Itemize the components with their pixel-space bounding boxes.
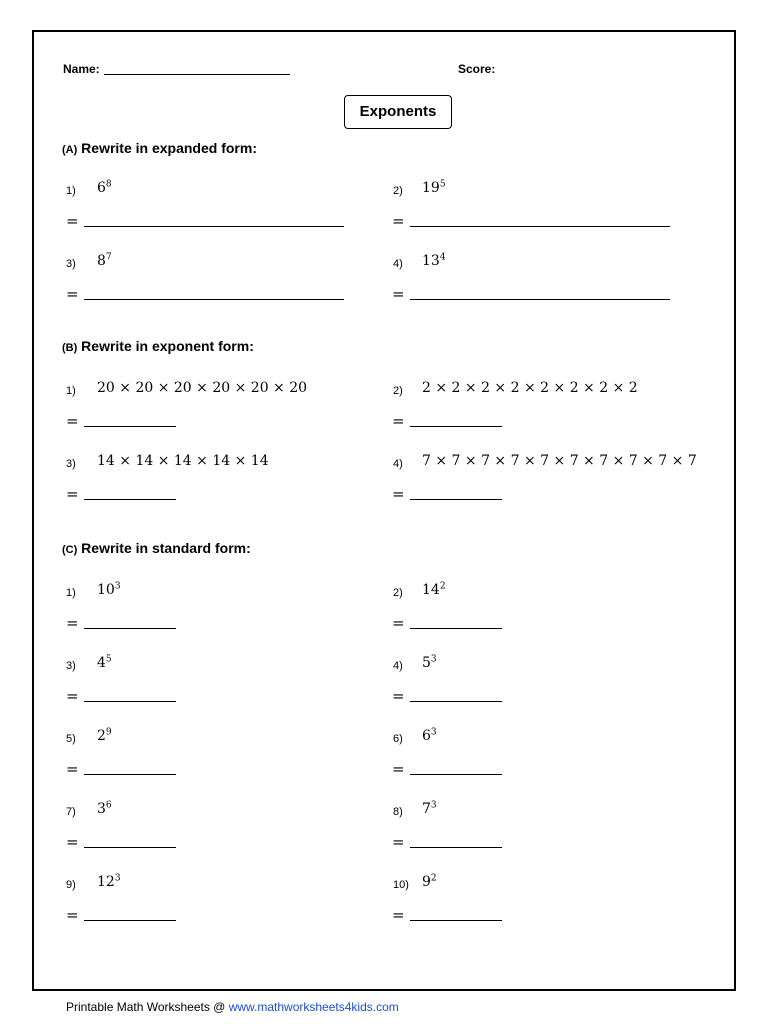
problem-number: 4): [393, 258, 403, 270]
equals-sign: =: [66, 687, 79, 705]
answer-line[interactable]: [84, 701, 176, 702]
exponent: 5: [439, 179, 446, 190]
problem-expression: [422, 728, 437, 744]
answer-line[interactable]: [84, 920, 176, 921]
exponent: 2: [430, 873, 437, 884]
problem-expression: [422, 655, 437, 671]
problem-number: 8): [393, 806, 403, 818]
exponent: 6: [105, 800, 112, 811]
exponent: 2: [439, 581, 446, 592]
problem-number: 1): [66, 587, 76, 599]
problem-expression: [422, 253, 446, 269]
worksheet-title: Exponents: [344, 95, 452, 129]
base: 5: [422, 655, 431, 671]
equals-sign: =: [66, 485, 79, 503]
base: 10: [97, 582, 115, 598]
base: 4: [97, 655, 106, 671]
name-field-line[interactable]: [104, 74, 290, 75]
equals-sign: =: [392, 760, 405, 778]
equals-sign: =: [392, 614, 405, 632]
footer: [66, 1000, 399, 1014]
problem-expression: [422, 582, 446, 598]
problem-number: 10): [393, 879, 409, 891]
problem-number: 3): [66, 660, 76, 672]
base: 19: [422, 180, 440, 196]
equals-sign: =: [66, 906, 79, 924]
exponent: 7: [105, 252, 112, 263]
section-c-heading: [62, 540, 251, 556]
problem-number: 3): [66, 258, 76, 270]
answer-line[interactable]: [410, 774, 502, 775]
base: 7: [422, 801, 431, 817]
base: 14: [422, 582, 440, 598]
section-b-heading: [62, 338, 254, 354]
answer-line[interactable]: [410, 299, 670, 300]
problem-number: 3): [66, 458, 76, 470]
answer-line[interactable]: [410, 426, 502, 427]
equals-sign: =: [392, 833, 405, 851]
problem-expression: 20 × 20 × 20 × 20 × 20 × 20: [97, 380, 308, 396]
answer-line[interactable]: [84, 774, 176, 775]
problem-expression: [97, 582, 121, 598]
problem-expression: 2 × 2 × 2 × 2 × 2 × 2 × 2 × 2: [422, 380, 638, 396]
base: 2: [97, 728, 106, 744]
exponent: 8: [105, 179, 112, 190]
equals-sign: =: [392, 687, 405, 705]
problem-number: 1): [66, 185, 76, 197]
answer-line[interactable]: [410, 701, 502, 702]
problem-expression: 14 × 14 × 14 × 14 × 14: [97, 453, 269, 469]
base: 3: [97, 801, 106, 817]
exponent: 9: [105, 727, 112, 738]
exponent: 3: [114, 581, 121, 592]
answer-line[interactable]: [410, 226, 670, 227]
problem-expression: [422, 801, 437, 817]
footer-text: Printable Math Worksheets @: [66, 1000, 229, 1014]
answer-line[interactable]: [84, 628, 176, 629]
problem-expression: [422, 180, 446, 196]
section-b-letter: (B): [62, 342, 78, 354]
section-a-label: Rewrite in expanded form:: [81, 140, 257, 156]
problem-number: 5): [66, 733, 76, 745]
base: 12: [97, 874, 115, 890]
answer-line[interactable]: [410, 499, 502, 500]
exponent: 5: [105, 654, 112, 665]
answer-line[interactable]: [410, 847, 502, 848]
equals-sign: =: [66, 760, 79, 778]
problem-expression: 7 × 7 × 7 × 7 × 7 × 7 × 7 × 7 × 7 × 7: [422, 453, 697, 469]
equals-sign: =: [392, 485, 405, 503]
base: 13: [422, 253, 440, 269]
base: 6: [97, 180, 106, 196]
problem-expression: [97, 180, 112, 196]
problem-number: 6): [393, 733, 403, 745]
answer-line[interactable]: [410, 920, 502, 921]
problem-number: 2): [393, 185, 403, 197]
base: 8: [97, 253, 106, 269]
answer-line[interactable]: [84, 299, 344, 300]
problem-number: 9): [66, 879, 76, 891]
section-c-label: Rewrite in standard form:: [81, 540, 251, 556]
section-c-letter: (C): [62, 544, 78, 556]
problem-expression: [422, 874, 437, 890]
answer-line[interactable]: [84, 847, 176, 848]
equals-sign: =: [66, 833, 79, 851]
section-b-label: Rewrite in exponent form:: [81, 338, 254, 354]
exponent: 3: [430, 654, 437, 665]
problem-number: 7): [66, 806, 76, 818]
base: 9: [422, 874, 431, 890]
exponent: 3: [114, 873, 121, 884]
equals-sign: =: [392, 412, 405, 430]
answer-line[interactable]: [84, 226, 344, 227]
equals-sign: =: [66, 212, 79, 230]
exponent: 3: [430, 727, 437, 738]
equals-sign: =: [66, 285, 79, 303]
score-label: Score:: [458, 62, 496, 76]
problem-expression: [97, 655, 112, 671]
problem-expression: [97, 874, 121, 890]
problem-expression: [97, 801, 112, 817]
equals-sign: =: [392, 285, 405, 303]
answer-line[interactable]: [84, 426, 176, 427]
problem-number: 2): [393, 587, 403, 599]
footer-link[interactable]: www.mathworksheets4kids.com: [228, 1000, 399, 1014]
exponent: 4: [439, 252, 446, 263]
problem-number: 4): [393, 458, 403, 470]
name-label: Name:: [63, 62, 100, 76]
equals-sign: =: [392, 906, 405, 924]
exponent: 3: [430, 800, 437, 811]
answer-line[interactable]: [84, 499, 176, 500]
equals-sign: =: [66, 412, 79, 430]
equals-sign: =: [66, 614, 79, 632]
section-a-letter: (A): [62, 144, 78, 156]
problem-number: 2): [393, 385, 403, 397]
problem-expression: [97, 253, 112, 269]
section-a-heading: [62, 140, 257, 156]
answer-line[interactable]: [410, 628, 502, 629]
problem-number: 4): [393, 660, 403, 672]
equals-sign: =: [392, 212, 405, 230]
base: 6: [422, 728, 431, 744]
problem-expression: [97, 728, 112, 744]
problem-number: 1): [66, 385, 76, 397]
